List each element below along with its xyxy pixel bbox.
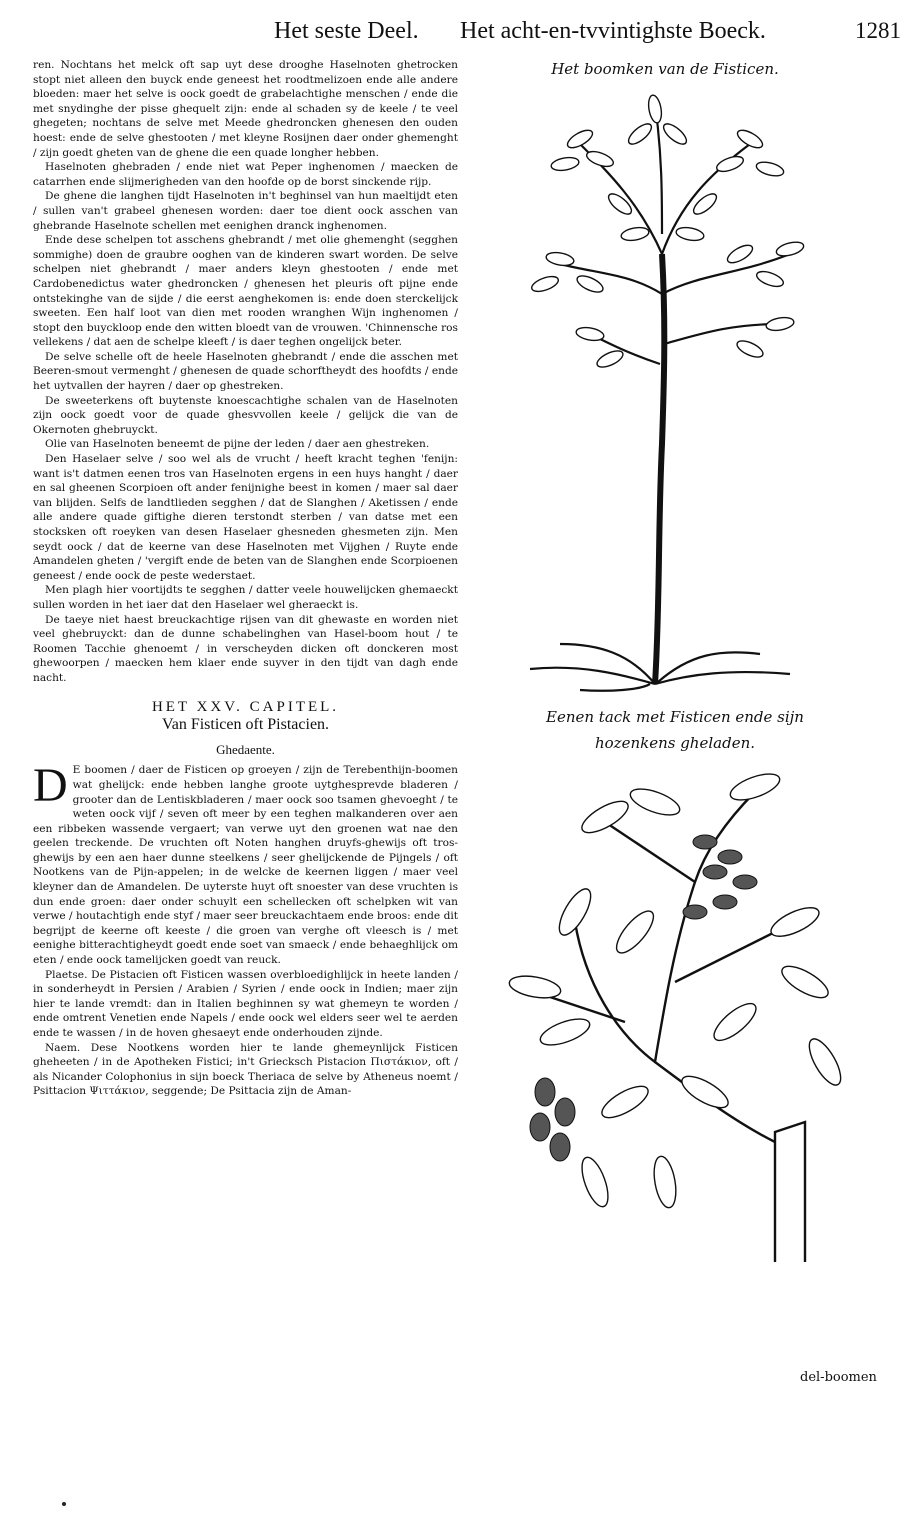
branch-caption-line: hozenkens gheladen. — [594, 734, 755, 752]
paragraph: De taeye niet haest breuckachtige rijsen van dit ghewaste en worden niet veel ghebruyckt: dan de dunne schabelinghen van Hasel-boom hout / te Roomen Tacchie ghenoemt / in verscheyden dicken oft donckeren most ghewoorpen / maecken hem klaer ende suyver in den tijdt van dagh ende nacht. — [33, 613, 458, 684]
page-number: 1281 — [855, 18, 901, 43]
paragraph: De sweeterkens oft buytenste knoescachtighe schalen van de Haselnoten zijn oock goedt voor de quade ghesvvollen keele / gelijck die van de Okernoten ghebruyckt. — [33, 394, 458, 436]
paragraph: Men plagh hier voortijdts te segghen / datter veele houwelijcken ghemaeckt sullen worden in het iaer dat den Haselaer wel gheraeckt is. — [33, 584, 458, 611]
text-column — [33, 58, 458, 1099]
paragraph: Ende dese schelpen tot asschens ghebrandt / met olie ghemenght (segghen sommighe) doen de graubre ooghen van de kinderen swart worden. De selve schelpen niet ghebrandt / maer anders kleyn ghestooten / ende met Cardobenedictus water ghedroncken / ghenesen het pleuris oft pijne ende ontstekinghe van de sijde / die eerst aenghekomen is: ende doen sterckelijck sweeten. Een half loot van dien met rooden wranghen Wijn inghenomen / stopt den buyckloop ende den witten bloedt van de vrouwen. 'Chinnensche ros vellekens / dat aen de schelpe kleeft / is daer teghen ongelijck beter. — [33, 234, 458, 349]
description-paragraph — [33, 759, 458, 967]
paragraph: De ghene die langhen tijdt Haselnoten in't beghinsel van hun maeltijdt eten / sullen van't grabeel ghenesen worden: daer toe dient oock asschen van ghebrande Haselnote schellen met eenighen dranck inghenomen. — [33, 190, 458, 232]
paragraph: De selve schelle oft de heele Haselnoten ghebrandt / ende die asschen met Beeren-smout vermenght / ghenesen de quade schorftheydt des hoofdts / ende het uytvallen der hayren / daer op ghestreken. — [33, 350, 458, 393]
book-title: Het acht-en-tvvintighste Boeck. — [460, 18, 766, 44]
names-paragraph: Naem. Dese Nootkens worden hier te lande ghemeynlijck Fisticen gheheeten / in de Apotheken Fistici; in't Griecksch Pistacion Πιστάκιον, oft / als Nicander Colophonius in sijn boeck Theriaca de selve by Atheneus noemt / Psittacion Ψιττάκιον, seggende; De Psittacia zijn de Aman- — [33, 1041, 458, 1098]
branch-caption-line: Eenen tack met Fisticen ende sijn — [546, 708, 804, 726]
running-head — [260, 18, 901, 52]
place-paragraph: Plaetse. De Pistacien oft Fisticen wassen overbloedighlijck in heete landen / in sonderheydt in Persien / Arabien / Syrien / ende oock in Indien; maer zijn hier te lande vremdt: dan in Italien beghinnen sy wat ghemeyn te worden / ende omtrent Venetien ende Napels / ende oock wel elders seer wel te aerden ende te wassen / in de hoven ghesaeyt ende onderhouden zijnde. — [33, 968, 458, 1039]
paragraph: Olie van Haselnoten beneemt de pijne der leden / daer aen ghestreken. — [45, 438, 430, 451]
catchword: del-boomen — [800, 1370, 877, 1385]
section-title: Ghedaente. — [216, 741, 275, 757]
pistachio-branch-woodcut — [505, 762, 860, 1262]
tree-caption: Het boomken van de Fisticen. — [551, 60, 779, 78]
branch-caption — [500, 704, 850, 756]
paragraph: Den Haselaer selve / soo wel als de vrucht / heeft kracht teghen 'fenijn: want is't datmen eenen tros van Haselnoten ergens in een huys hanght / daer en sal gheenen Scorpioen oft ander fenijnighe beest in komen / maer sal daer van blijden. Selfs de landtlieden segghen / dat de Slanghen / Aketissen / ende alle andere quade giftighe dieren terstondt sterben / van datse met een stocksken oft roeyken van desen Haselaer ghesneden ghesmeten zijn. Men seydt oock / dat de keerne van dese Haselnoten met Vijghen / Ruyte ende Amandelen gheten / 'vergift ende de beten van de Slanghen ende Scorpioenen geneest / ende oock de peste wederstaet. — [33, 453, 458, 582]
pistachio-tree-woodcut — [490, 84, 820, 694]
ink-dot — [62, 1502, 66, 1506]
chapter-heading: HET XXV. CAPITEL. — [151, 698, 340, 715]
paragraph: Haselnoten ghebraden / ende niet wat Peper inghenomen / maecken de catarrhen ende slijmerigheden van den hoofde op de borst sinckende rijp. — [33, 161, 458, 188]
description-text: E boomen / daer de Fisticen op groeyen / zijn de Terebenthijn-boomen wat ghelijck: ende hebben langhe groote uytghesprevde bladeren / grooter dan de Lentiskbladeren / maer oock soo tsamen ghevoeght / te weten oock vijf / seven oft meer by een teghen malkanderen over aen een ribbeken wassende vergaert; van verwe uyt den groenen wat nae den geelen treckende. De vruchten oft Noten hanghen druyfs-ghewijs oft tros-ghewijs by een aen haer dunne steelkens / seer ghelijckende de Pijngels / oft Nootkens van de Pijn-appelen; in de welcke de keernen liggen / maer veel kleyner dan de Amandelen. De uyterste huyt oft snoester van dese vruchten is dun ende groen: daer onder schuylt een schellecken oft schelpken wit van verwe / houtachtigh ende styf / maer seer breuckachtaem ende broos: ende dit begrijpt de keerne oft keeste / die groen van verghe oft vleesch is / met eenighe bitterachtigheydt goedt ende soet van smaeck / ende behaeghlijck om eten / ende oock tamelijcken goedt van reuck. — [33, 764, 458, 967]
chapter-title: Van Fisticen oft Pistacien. — [161, 716, 330, 734]
part-title: Het seste Deel. — [274, 18, 419, 44]
paragraph: ren. Nochtans het melck oft sap uyt dese drooghe Haselnoten ghetrocken stopt niet alleen den buyck ende geneest het roodtmelizoen ende alle andere bloeden: maer het selve is oock goedt de grabelachtighe menschen / ende die met snydinghe der pisse ghequelt zijn: ende al schaden sy de keele / te veel ghegeten; nochtans de selve met Meede ghedroncken ghenesen den ouden hoest: ende de selve ghestooten / met kleyne Rosijnen daer onder ghemenght / zijn goedt gheten van de ghene die een quade longher hebben. — [33, 59, 458, 159]
drop-capital: D — [33, 759, 68, 813]
